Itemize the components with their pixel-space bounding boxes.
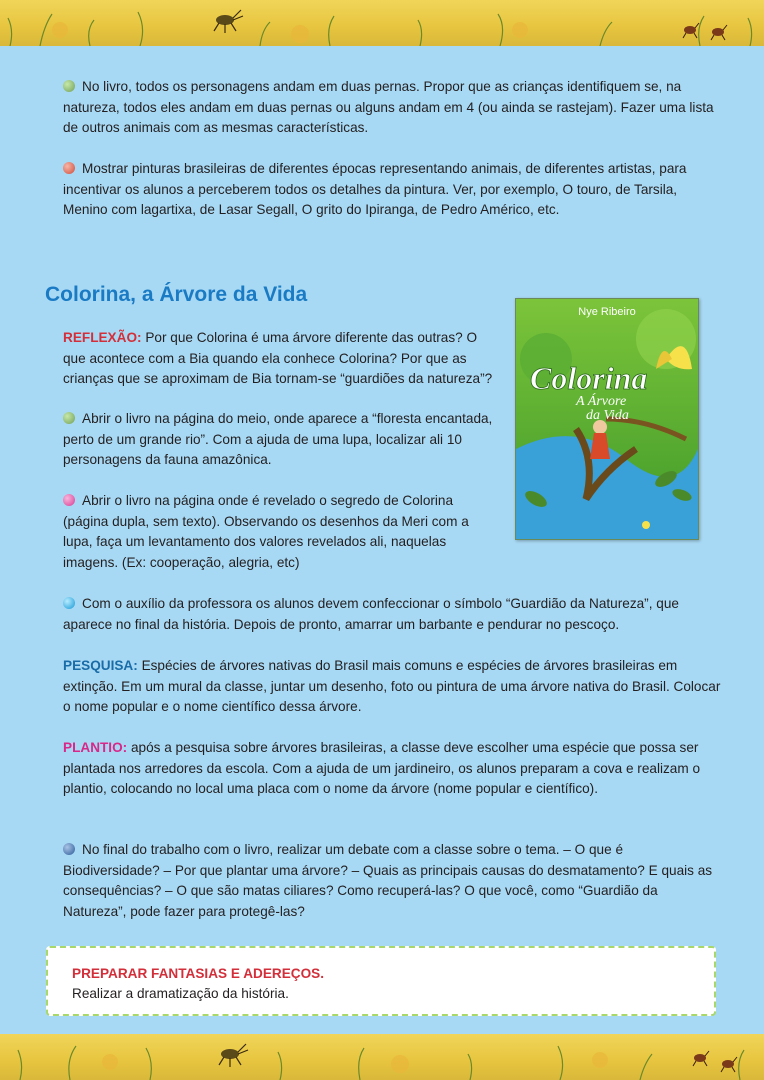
publisher-logo-icon (642, 521, 650, 529)
bullet-green-icon (63, 412, 75, 424)
book-subtitle-2: da Vida (586, 408, 629, 423)
section-title: Colorina, a Árvore da Vida (45, 283, 308, 306)
reflexao-text: Por que Colorina é uma árvore diferente das outras? O que acontece com a Bia quando ela conhece Colorina? Por que as crianças que se aproximam de Bia tornam-se “guardiões da natureza”? (63, 330, 493, 386)
paragraph-segredo (63, 491, 501, 573)
paragraph-text: Abrir o livro na página onde é revelado o segredo de Colorina (página dupla, sem texto). Observando os desenhos da Meri com a lupa, faça um levantamento dos valores revelados ali, naquelas imagens. (Ex: cooperação, alegria, etc) (63, 493, 469, 570)
bullet-blue-icon (63, 843, 75, 855)
book-cover-illustration (516, 299, 698, 539)
paragraph-text: Com o auxílio da professora os alunos devem confeccionar o símbolo “Guardião da Natureza”, que aparece no final da história. Depois de pronto, amarrar um barbante e pendurar no pescoço. (63, 596, 679, 632)
paragraph-text: Mostrar pinturas brasileiras de diferentes épocas representando animais, de diferentes artistas, para incentivar os alunos a perceberem todos os detalhes da pintura. Ver, por exemplo, O touro, de Tarsila, Menino com lagartixa, de Lasar Segall, O grito do Ipiranga, de Pedro Américo, etc. (63, 161, 687, 217)
paragraph-text: No livro, todos os personagens andam em duas pernas. Propor que as crianças identifiquem se, na natureza, todos eles andam em duas pernas ou alguns andam em 4 (ou ainda se rastejam). Fazer uma lista de outros animais com as mesmas características. (63, 79, 714, 135)
bullet-green-icon (63, 80, 75, 92)
note-box (46, 946, 716, 1016)
book-subtitle-1: A Árvore (576, 394, 627, 409)
bullet-cyan-icon (63, 597, 75, 609)
book-cover (515, 298, 699, 540)
paragraph-text: No final do trabalho com o livro, realizar um debate com a classe sobre o tema. – O que é Biodiversidade? – Por que plantar uma árvore? – Quais as principais causas do desmatamento? E quais as consequências? – O que são matas ciliares? Como recuperá-las? O que você, como “Guardião da Natureza”, pode fazer para protegê-las? (63, 842, 713, 919)
paragraph-text: Abrir o livro na página do meio, onde aparece a “floresta encantada, perto de um grande rio”. Com a ajuda de uma lupa, localizar ali 10 personagens da fauna amazônica. (63, 411, 493, 467)
book-title: Colorina (530, 360, 648, 396)
note-body: Realizar a dramatização da história. (72, 986, 289, 1001)
paragraph-reflexao (63, 328, 501, 390)
paragraph-floresta (63, 409, 501, 471)
plantio-label: PLANTIO: (63, 740, 128, 755)
bullet-red-icon (63, 162, 75, 174)
book-author: Nye Ribeiro (578, 306, 636, 318)
pesquisa-label: PESQUISA: (63, 658, 138, 673)
paragraph-paintings (63, 159, 721, 221)
paragraph-simbolo (63, 594, 723, 635)
paragraph-pesquisa (63, 656, 723, 718)
note-title: PREPARAR FANTASIAS E ADEREÇOS. (72, 966, 325, 981)
plantio-text: após a pesquisa sobre árvores brasileiras, a classe deve escolher uma espécie que possa ser plantada nos arredores da escola. Com a ajuda de um jardineiro, os alunos preparam a cova e realizam o plantio, colocando no local uma placa com o nome da árvore (nome popular e científico). (63, 740, 701, 796)
reflexao-label: REFLEXÃO: (63, 330, 142, 345)
pesquisa-text: Espécies de árvores nativas do Brasil mais comuns e espécies de árvores brasileiras em extinção. Em um mural da classe, juntar um desenho, foto ou pintura de uma árvore nativa do Brasil. Colocar o nome popular e o nome científico dessa árvore. (63, 658, 721, 714)
paragraph-animals-legs (63, 77, 721, 139)
bullet-pink-icon (63, 494, 75, 506)
paragraph-debate (63, 840, 723, 922)
paragraph-plantio (63, 738, 723, 800)
